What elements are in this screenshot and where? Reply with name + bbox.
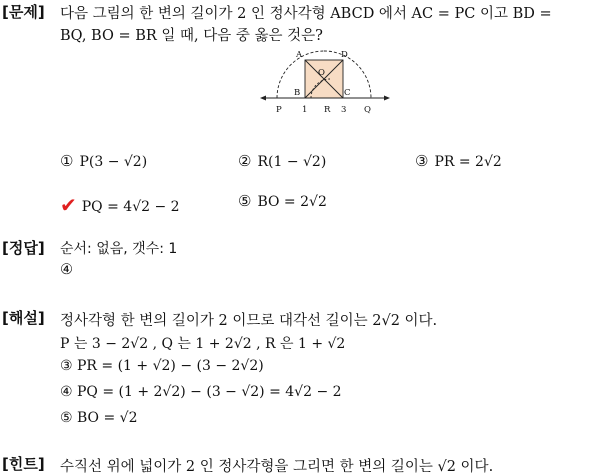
explanation-line-5: ⑤ BO = √2 <box>60 410 138 426</box>
point-R: R <box>324 105 331 115</box>
option-1[interactable]: ① P(3 − √2) <box>60 152 148 170</box>
explanation-label: [해설] <box>2 309 45 327</box>
tick-1: 1 <box>302 105 308 115</box>
answer-line-2: ④ <box>60 262 73 278</box>
option-2[interactable]: ② R(1 − √2) <box>238 152 327 170</box>
explanation-line-2: P 는 3 − 2√2 , Q 는 1 + 2√2 , R 은 1 + √2 <box>60 336 346 352</box>
tick-3: 3 <box>341 105 347 115</box>
question-label: [문제] <box>2 3 45 21</box>
checkmark-icon: ✔ <box>60 193 77 217</box>
square-figure <box>258 46 393 116</box>
question-line-2: BQ, BO = BR 일 때, 다음 중 옳은 것은? <box>60 28 323 44</box>
point-B: B <box>294 88 301 98</box>
answer-label: [정답] <box>2 239 45 257</box>
point-C: C <box>344 88 351 98</box>
arrow-left-icon <box>260 96 266 101</box>
hint-label: [힌트] <box>2 455 45 473</box>
question-line-1: 다음 그림의 한 변의 길이가 2 인 정사각형 ABCD 에서 AC = PC 이고 BD = <box>60 6 552 22</box>
option-4[interactable]: ✔ PQ = 4√2 − 2 <box>60 193 180 217</box>
explanation-line-3: ③ PR = (1 + √2) − (3 − 2√2) <box>60 358 264 374</box>
hint-text: 수직선 위에 넓이가 2 인 정사각형을 그리면 한 변의 길이는 √2 이다. <box>60 459 494 475</box>
option-5[interactable]: ⑤ BO = 2√2 <box>238 192 327 210</box>
point-O: O <box>318 68 325 78</box>
point-Q: Q <box>364 105 371 115</box>
answer-line-1: 순서: 없음, 갯수: 1 <box>60 241 178 257</box>
explanation-line-4: ④ PQ = (1 + 2√2) − (3 − √2) = 4√2 − 2 <box>60 384 342 400</box>
arrow-right-icon <box>384 96 390 101</box>
point-A: A <box>296 50 303 60</box>
option-3[interactable]: ③ PR = 2√2 <box>415 152 502 170</box>
point-D: D <box>341 50 348 60</box>
point-P: P <box>276 105 282 115</box>
explanation-line-1: 정사각형 한 변의 길이가 2 이므로 대각선 길이는 2√2 이다. <box>60 313 438 329</box>
